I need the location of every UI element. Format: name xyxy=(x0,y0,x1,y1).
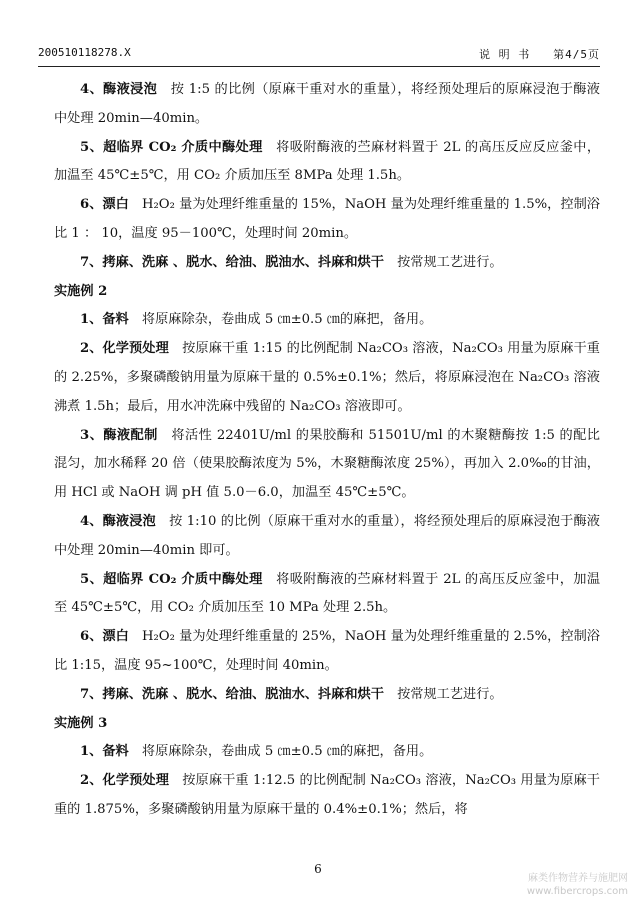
page-header xyxy=(38,46,600,66)
step-text: 按常规工艺进行。 xyxy=(383,686,503,702)
step-paragraph xyxy=(54,566,600,624)
section-heading xyxy=(54,278,600,307)
step-title: 7、拷麻、洗麻 、脱水、给油、脱油水、抖麻和烘干 xyxy=(80,686,384,702)
step-title: 2、化学预处理 xyxy=(80,341,169,357)
step-text: 按常规工艺进行。 xyxy=(383,254,503,270)
step-text: 按原麻干重 1:12.5 的比例配制 Na₂CO₃ 溶液，Na₂CO₃ 用量为原麻干重的 1.875%，多聚磷酸钠用量为原麻干量的 0.4%±0.1%；然后，将 xyxy=(54,773,600,817)
step-title: 1、备料 xyxy=(80,312,129,328)
step-paragraph xyxy=(54,249,600,278)
heading-text: 实施例 2 xyxy=(54,283,108,299)
step-text: 将吸附酶液的苎麻材料置于 2L 的高压反应反应釜中，加温至 45℃±5℃，用 CO₂ 介质加压至 8MPa 处理 1.5h。 xyxy=(54,139,601,184)
step-paragraph xyxy=(54,306,600,335)
step-text: 将原麻除杂，卷曲成 5 ㎝±0.5 ㎝的麻把，备用。 xyxy=(128,744,433,760)
step-paragraph xyxy=(54,508,600,566)
watermark-url: www.fibercrops.com xyxy=(526,886,628,897)
step-text: H₂O₂ 量为处理纤维重量的 15%，NaOH 量为处理纤维重量的 1.5%，控制浴比 1 ： 10，温度 95－100℃，处理时间 20min。 xyxy=(54,197,600,241)
step-text: 按原麻干重 1:15 的比例配制 Na₂CO₃ 溶液，Na₂CO₃ 用量为原麻干重的 2.25%，多聚磷酸钠用量为原麻干量的 0.5%±0.1%；然后，将原麻浸泡在 Na₂CO₃ 溶液沸煮 1.5h；最后，用水冲洗麻中残留的 Na₂CO₃ 溶液即可。 xyxy=(54,341,600,414)
page-number: 6 xyxy=(314,862,322,876)
header-right xyxy=(479,46,600,62)
step-paragraph xyxy=(54,335,600,421)
heading-text: 实施例 3 xyxy=(54,715,108,731)
step-paragraph xyxy=(54,191,600,249)
step-text: 将活性 22401U/ml 的果胶酶和 51501U/ml 的木聚糖酶按 1:5 的配比混匀，加水稀释 20 倍（使果胶酶浓度为 5%，木聚糖酶浓度 25%），再加入 2.0‰的甘油，用 HCl 或 NaOH 调 pH 值 5.0－6.0，加温至 45℃±5℃。 xyxy=(54,427,600,501)
step-text: 将原麻除杂，卷曲成 5 ㎝±0.5 ㎝的麻把，备用。 xyxy=(128,312,433,328)
step-text: 按 1:10 的比例（原麻干重对水的重量），将经预处理后的原麻浸泡于酶液中处理 20min—40min 即可。 xyxy=(54,513,600,558)
step-paragraph xyxy=(54,681,600,710)
document-number: 200510118278.X xyxy=(38,46,131,59)
step-title: 2、化学预处理 xyxy=(80,773,169,789)
step-paragraph xyxy=(54,134,600,192)
step-title: 6、漂白 xyxy=(80,197,129,213)
step-title: 3、酶液配制 xyxy=(80,427,158,443)
step-text: 将吸附酶液的苎麻材料置于 2L 的高压反应釜中，加温至 45℃±5℃，用 CO₂ 介质加压至 10 MPa 处理 2.5h。 xyxy=(54,571,601,616)
step-title: 5、超临界 CO₂ 介质中酶处理 xyxy=(80,571,263,587)
page-of: 第4/5页 xyxy=(553,48,600,61)
step-title: 7、拷麻、洗麻 、脱水、给油、脱油水、抖麻和烘干 xyxy=(80,254,384,270)
step-title: 6、漂白 xyxy=(80,629,129,645)
step-paragraph xyxy=(54,767,600,825)
step-paragraph xyxy=(54,76,600,134)
step-title: 4、酶液浸泡 xyxy=(80,82,158,97)
step-paragraph xyxy=(54,422,600,508)
document-type: 说 明 书 xyxy=(479,48,531,61)
section-heading xyxy=(54,710,600,739)
step-paragraph xyxy=(54,738,600,767)
step-title: 4、酶液浸泡 xyxy=(80,513,156,529)
document-body xyxy=(54,76,600,825)
step-text: 按 1:5 的比例（原麻干重对水的重量），将经预处理后的原麻浸泡于酶液中处理 20min—40min。 xyxy=(54,82,600,126)
step-paragraph xyxy=(54,623,600,681)
step-title: 5、超临界 CO₂ 介质中酶处理 xyxy=(80,139,263,155)
header-rule xyxy=(38,66,600,67)
watermark xyxy=(527,872,628,898)
step-title: 1、备料 xyxy=(80,744,129,760)
step-text: H₂O₂ 量为处理纤维重量的 25%，NaOH 量为处理纤维重量的 2.5%，控制浴比 1:15，温度 95~100℃，处理时间 40min。 xyxy=(54,629,600,673)
watermark-site-name: 麻类作物营养与施肥网 xyxy=(528,873,628,884)
